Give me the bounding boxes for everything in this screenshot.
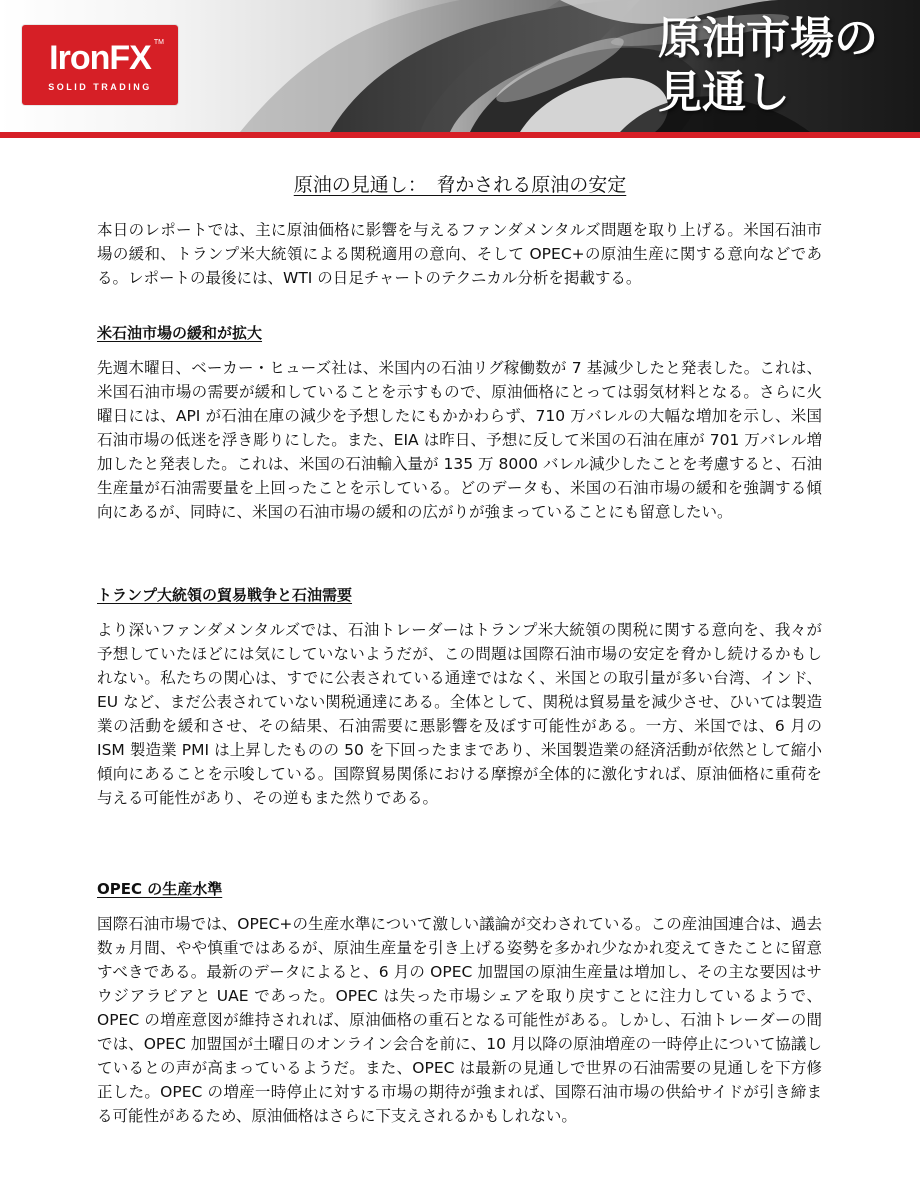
header-banner xyxy=(0,0,920,132)
ironfx-logo xyxy=(22,25,178,105)
intro-paragraph: 本日のレポートでは、主に原油価格に影響を与えるファンダメンタルズ問題を取り上げる。米国石油市場の緩和、トランプ米大統領による関税適用の意向、そして OPEC+の原油生産に関する意向などである。レポートの最後には、WTI の日足チャートのテクニカル分析を掲載する。 xyxy=(97,221,822,287)
header-divider xyxy=(0,132,920,138)
section-heading-opec-production: OPEC の生産水準 xyxy=(97,880,223,898)
section-heading-trade-war: トランプ大統領の貿易戦争と石油需要 xyxy=(97,586,353,604)
logo-trademark: TM xyxy=(153,39,164,46)
section-body-trade-war: より深いファンダメンタルズでは、石油トレーダーはトランプ米大統領の関税に関する意向を、我々が予想していたほどには気にしていないようだが、この問題は国際石油市場の安定を脅かし続けるかもしれない。私たちの関心は、すでに公表されている通達ではなく、米国との取引量が多い台湾、インド、EU など、まだ公表されていない関税通達にある。全体として、関税は貿易量を減少させ、ひいては製造業の活動を緩和させ、その結果、石油需要に悪影響を及ぼす可能性がある。一方、米国では、6 月の ISM 製造業 PMI は上昇したものの 50 を下回ったままであり、米国製造業の経済活動が依然として縮小傾向にあることを示唆している。国際貿易関係における摩擦が全体的に激化すれば、原油価格に重荷を与える可能性があり、その逆もまた然りである。 xyxy=(97,621,822,807)
logo-wordmark: IronFX xyxy=(49,39,151,77)
section-body-us-oil-market: 先週木曜日、ベーカー・ヒューズ社は、米国内の石油リグ稼働数が 7 基減少したと発表した。これは、米国石油市場の需要が緩和していることを示すもので、原油価格にとっては弱気材料となる。さらに火曜日には、API が石油在庫の減少を予想したにもかかわらず、710 万バレルの大幅な増加を示し、米国石油市場の低迷を浮き彫りにした。また、EIA は昨日、予想に反して米国の石油在庫が 701 万バレル増加したと発表した。これは、米国の石油輸入量が 135 万 8000 バレル減少したことを考慮すると、石油生産量が石油需要量を上回ったことを示している。どのデータも、米国の石油市場の緩和を強調する傾向にあるが、同時に、米国の石油市場の緩和の広がりが強まっていることにも留意したい。 xyxy=(97,359,822,521)
section-body-opec-production: 国際石油市場では、OPEC+の生産水準について激しい議論が交わされている。この産油国連合は、過去数ヵ月間、やや慎重ではあるが、原油生産量を引き上げる姿勢を多かれ少なかれ変えてきたことに留意すべきである。最新のデータによると、6 月の OPEC 加盟国の原油生産量は増加し、その主な要因はサウジアラビアと UAE であった。OPEC は失った市場シェアを取り戻すことに注力しているようで、OPEC の増産意図が維持されれば、原油価格の重石となる可能性がある。しかし、石油トレーダーの間では、OPEC 加盟国が土曜日のオンライン会合を前に、10 月以降の原油増産の一時停止について協議しているとの声が高まっているようだ。また、OPEC は最新の見通しで世界の石油需要の見通しを下方修正した。OPEC の増産一時停止に対する市場の期待が強まれば、国際石油市場の供給サイドが引き締まる可能性があるため、原油価格はさらに下支えされるかもしれない。 xyxy=(97,915,822,1125)
logo-tagline: SOLID TRADING xyxy=(48,82,152,92)
document-title: 原油の見通し： 脅かされる原油の安定 xyxy=(293,174,627,196)
banner-title: 原油市場の 見通し xyxy=(658,13,878,118)
section-heading-us-oil-market: 米石油市場の緩和が拡大 xyxy=(97,324,263,342)
